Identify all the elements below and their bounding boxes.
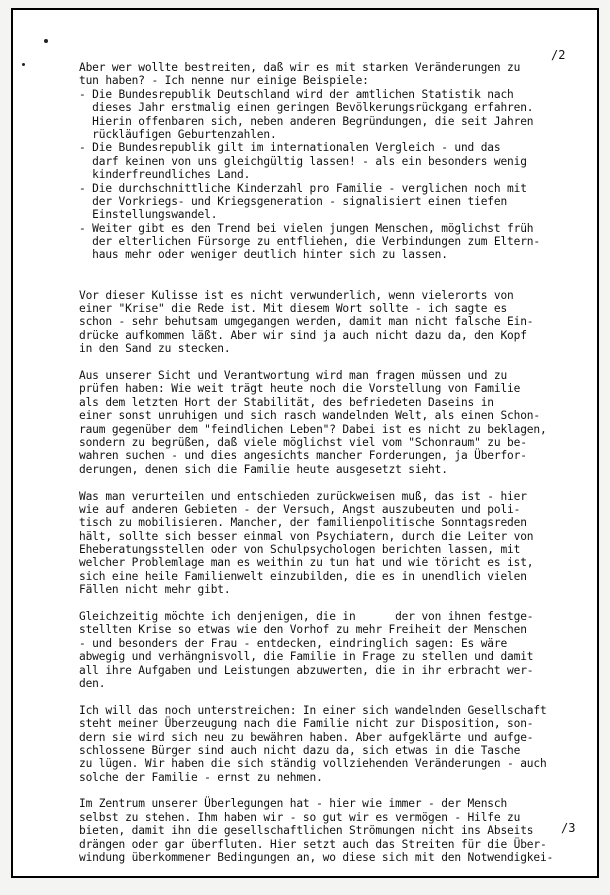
paragraph [79, 369, 595, 476]
document-body [79, 61, 595, 864]
text-line: bieten, damit ihn die gesellschaftlichen Strömungen nicht ins Abseits [79, 824, 534, 838]
bullet-item [79, 182, 595, 222]
text-line: Was man verurteilen und entschieden zurückweisen muß, das ist - hier [79, 489, 527, 503]
text-line: Im Zentrum unserer Überlegungen hat - hier wie immer - der Mensch [79, 797, 508, 811]
text-line: all ihre Aufgaben und Leistungen abzuwerten, die in ihr erbracht wer- [79, 663, 534, 677]
page-number-top: /2 [551, 48, 566, 62]
text-line: tisch zu mobilisieren. Mancher, der familienpolitische Sonntagsreden [79, 516, 527, 530]
text-line: - Die Bundesrepublik Deutschland wird der amtlichen Statistik nach [79, 87, 514, 101]
text-line: Hierin offenbaren sich, neben anderen Begründungen, die seit Jahren [79, 114, 534, 128]
text-line: tun haben? - Ich nenne nur einige Beispiele: [79, 74, 369, 88]
text-line: zu lügen. Wir haben die sich ständig vollziehenden Veränderungen - auch [79, 757, 547, 771]
text-line: Ich will das noch unterstreichen: In einer sich wandelnden Gesellschaft [79, 703, 547, 717]
text-line: sondern zu begrüßen, daß viele möglichst viel vom "Schonraum" zu be- [79, 435, 527, 449]
text-line: sich eine heile Familienwelt einzubilden, die es in unendlich vielen [79, 569, 527, 583]
text-line: drängen oder gar überfluten. Hier setzt auch das Streiten für die Über- [79, 837, 547, 851]
text-line: Einstellungswandel. [79, 208, 218, 222]
text-line: einer "Krise" die Rede ist. Mit diesem Wort sollte - ich sagte es [79, 302, 508, 316]
text-line: kinderfreundliches Land. [79, 168, 251, 182]
text-line: hält, sollte sich besser einmal von Psychiatern, durch die Leiter von [79, 529, 534, 543]
text-line: Vor dieser Kulisse ist es nicht verwunderlich, wenn vielerorts von [79, 288, 514, 302]
text-line: prüfen haben: Wie weit trägt heute noch die Vorstellung von Familie [79, 382, 521, 396]
text-line: Aus unserer Sicht und Verantwortung wird man fragen müssen und zu [79, 368, 508, 382]
text-line: - Die durchschnittliche Kinderzahl pro Familie - verglichen noch mit [79, 181, 527, 195]
text-line: welcher Problemlage man es weithin zu tun hat und wie töricht es ist, [79, 556, 534, 570]
text-line: drücke aufkommen läßt. Aber wir sind ja auch nicht dazu da, den Kopf [79, 328, 527, 342]
text-line: rückläufigen Geburtenzahlen. [79, 127, 277, 141]
text-line: dieses Jahr erstmalig einen geringen Bevölkerungsrückgang erfahren. [79, 101, 534, 115]
text-line: selbst zu stehen. Ihm haben wir - so gut wir es vermögen - Hilfe zu [79, 810, 521, 824]
text-line: - und besonders der Frau - entdecken, eindringlich sagen: Es wäre [79, 636, 508, 650]
bullet-item [79, 141, 595, 181]
text-line: Eheberatungsstellen oder von Schulpsychologen berichten lassen, mit [79, 543, 521, 557]
text-line: Fällen nicht mehr gibt. [79, 583, 231, 597]
text-line: abwegig und verhängnisvoll, die Familie in Frage zu stellen und damit [79, 650, 534, 664]
text-line: - Die Bundesrepublik gilt im internationalen Vergleich - und das [79, 141, 501, 155]
text-line: in den Sand zu stecken. [79, 342, 231, 356]
intro-paragraph [79, 61, 595, 88]
text-line: - Weiter gibt es den Trend bei vielen jungen Menschen, möglichst früh [79, 221, 534, 235]
page-number-bottom: /3 [561, 821, 576, 835]
scan-speck [22, 63, 25, 66]
scan-speck [44, 39, 48, 43]
text-line: der Vorkriegs- und Kriegsgeneration - signalisiert einen tiefen [79, 194, 508, 208]
text-line: solche der Familie - ernst zu nehmen. [79, 770, 323, 784]
text-line: als dem letzten Hort der Stabilität, des befriedeten Daseins in [79, 395, 494, 409]
text-line: darf keinen von uns gleichgültig lassen! - als ein besonders wenig [79, 154, 527, 168]
text-line: steht meiner Überzeugung nach die Familie nicht zur Disposition, son- [79, 717, 534, 731]
text-line: wahren suchen - und dies angesichts mancher Forderungen, ja Überfor- [79, 449, 527, 463]
text-line: dern sie wird sich neu zu bewähren haben. Aber aufgeklärte und aufge- [79, 730, 534, 744]
text-line: haus mehr oder weniger deutlich hinter sich zu lassen. [79, 248, 448, 262]
paragraph [79, 490, 595, 597]
text-line: raum gegenüber dem "feindlichen Leben"? Dabei ist es nicht zu beklagen, [79, 422, 547, 436]
text-line: einer sonst unruhigen und sich rasch wandelnden Welt, als einen Schon- [79, 409, 540, 423]
paragraph [79, 797, 595, 864]
paragraph [79, 610, 595, 690]
paragraph [79, 704, 595, 784]
text-line: Aber wer wollte bestreiten, daß wir es mit starken Veränderungen zu [79, 61, 521, 74]
text-line: schon - sehr behutsam umgegangen werden, damit man nicht falsche Ein- [79, 315, 534, 329]
bullet-item [79, 222, 595, 262]
text-line: der elterlichen Fürsorge zu entfliehen, die Verbindungen zum Eltern- [79, 235, 540, 249]
text-line: derungen, denen sich die Familie heute ausgesetzt sieht. [79, 462, 448, 476]
paragraph [79, 289, 595, 356]
text-line: schlossene Bürger sind auch nicht dazu da, sich etwas in die Tasche [79, 743, 521, 757]
text-line: windung überkommener Bedingungen an, wo diese sich mit den Notwendigkei- [79, 851, 554, 865]
bullet-item [79, 88, 595, 142]
text-line: wie auf anderen Gebieten - der Versuch, Angst auszubeuten und poli- [79, 502, 521, 516]
bullet-list [79, 88, 595, 262]
text-line: stellten Krise so etwas wie den Vorhof zu mehr Freiheit der Menschen [79, 623, 527, 637]
text-line: den. [79, 676, 106, 690]
text-line: Gleichzeitig möchte ich denjenigen, die in der von ihnen festge- [79, 610, 534, 624]
document-page [11, 8, 599, 878]
